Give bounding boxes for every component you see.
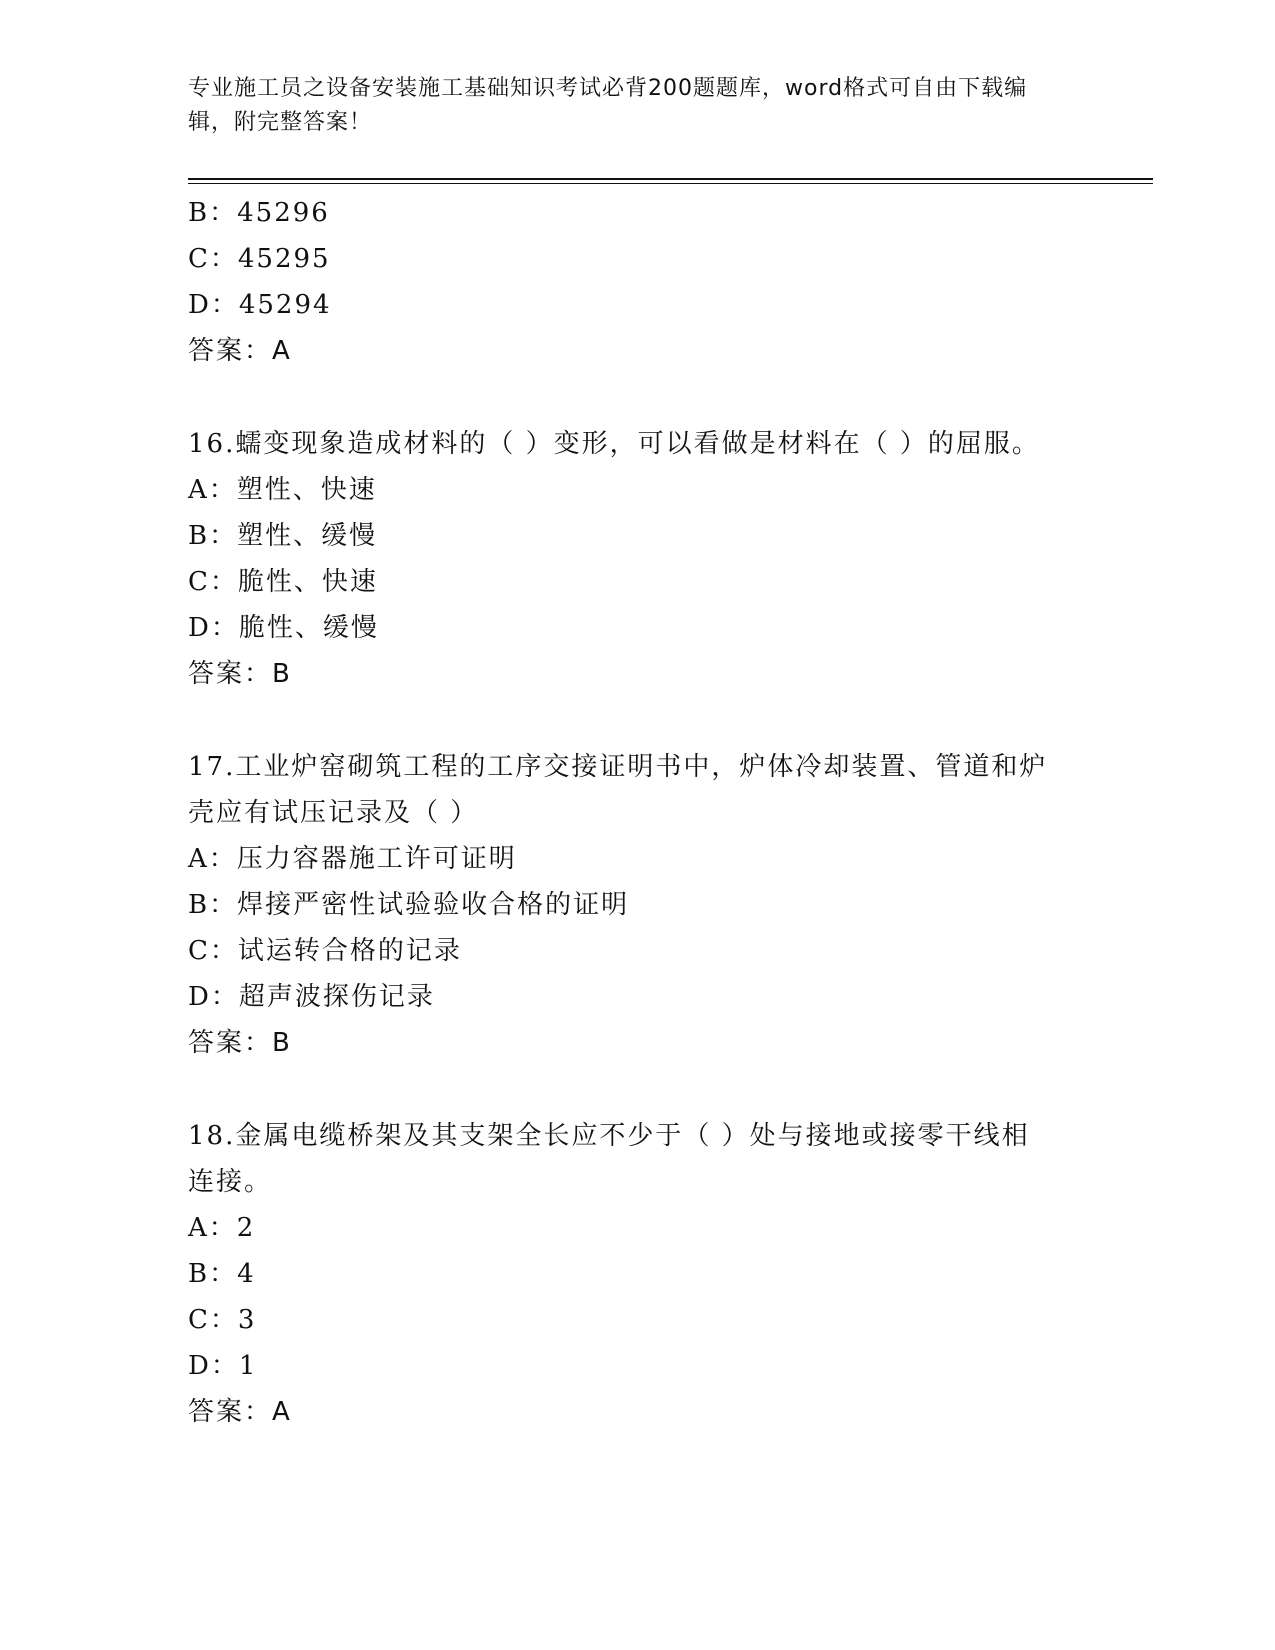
option-c: C：试运转合格的记录 xyxy=(188,936,462,966)
option-b: B：4 xyxy=(188,1259,256,1289)
answer-line: 答案：B xyxy=(188,1028,292,1058)
header-divider-thin xyxy=(188,183,1153,184)
question-stem-line-2: 连接。 xyxy=(188,1167,273,1197)
option-c: C：脆性、快速 xyxy=(188,567,378,597)
option-d: D：脆性、缓慢 xyxy=(188,613,379,643)
option-c: C：45295 xyxy=(188,244,331,274)
question-stem-line-1: 18.金属电缆桥架及其支架全长应不少于（ ）处与接地或接零干线相 xyxy=(188,1121,1030,1151)
document-title: 专业施工员之设备安装施工基础知识考试必背200题题库，word格式可自由下载编辑，附完整答案！ xyxy=(188,76,1028,135)
option-b: B：焊接严密性试验验收合格的证明 xyxy=(188,890,630,920)
option-a: A：塑性、快速 xyxy=(188,475,377,505)
option-a: A：压力容器施工许可证明 xyxy=(188,844,517,874)
answer-line: 答案：A xyxy=(188,336,292,366)
option-b: B：塑性、缓慢 xyxy=(188,521,378,551)
question-block-15 xyxy=(188,190,1088,374)
option-c: C：3 xyxy=(188,1305,257,1335)
answer-line: 答案：B xyxy=(188,659,292,689)
option-b: B：45296 xyxy=(188,198,330,228)
header-divider-thick xyxy=(188,178,1153,180)
answer-line: 答案：A xyxy=(188,1397,292,1427)
question-block-18 xyxy=(188,1113,1088,1435)
question-block-16 xyxy=(188,421,1088,697)
spacer xyxy=(188,697,1088,744)
option-a: A：2 xyxy=(188,1213,256,1243)
spacer xyxy=(188,1066,1088,1113)
document-header xyxy=(188,72,1068,140)
question-list xyxy=(188,190,1088,1435)
option-d: D：45294 xyxy=(188,290,332,320)
question-block-17 xyxy=(188,744,1088,1066)
question-stem-line-1: 17.工业炉窑砌筑工程的工序交接证明书中，炉体冷却装置、管道和炉 xyxy=(188,752,1048,782)
question-stem-line-2: 壳应有试压记录及（ ） xyxy=(188,798,479,828)
question-stem: 16.蠕变现象造成材料的（ ）变形，可以看做是材料在（ ）的屈服。 xyxy=(188,429,1040,459)
option-d: D：1 xyxy=(188,1351,258,1381)
option-d: D：超声波探伤记录 xyxy=(188,982,435,1012)
spacer xyxy=(188,374,1088,421)
